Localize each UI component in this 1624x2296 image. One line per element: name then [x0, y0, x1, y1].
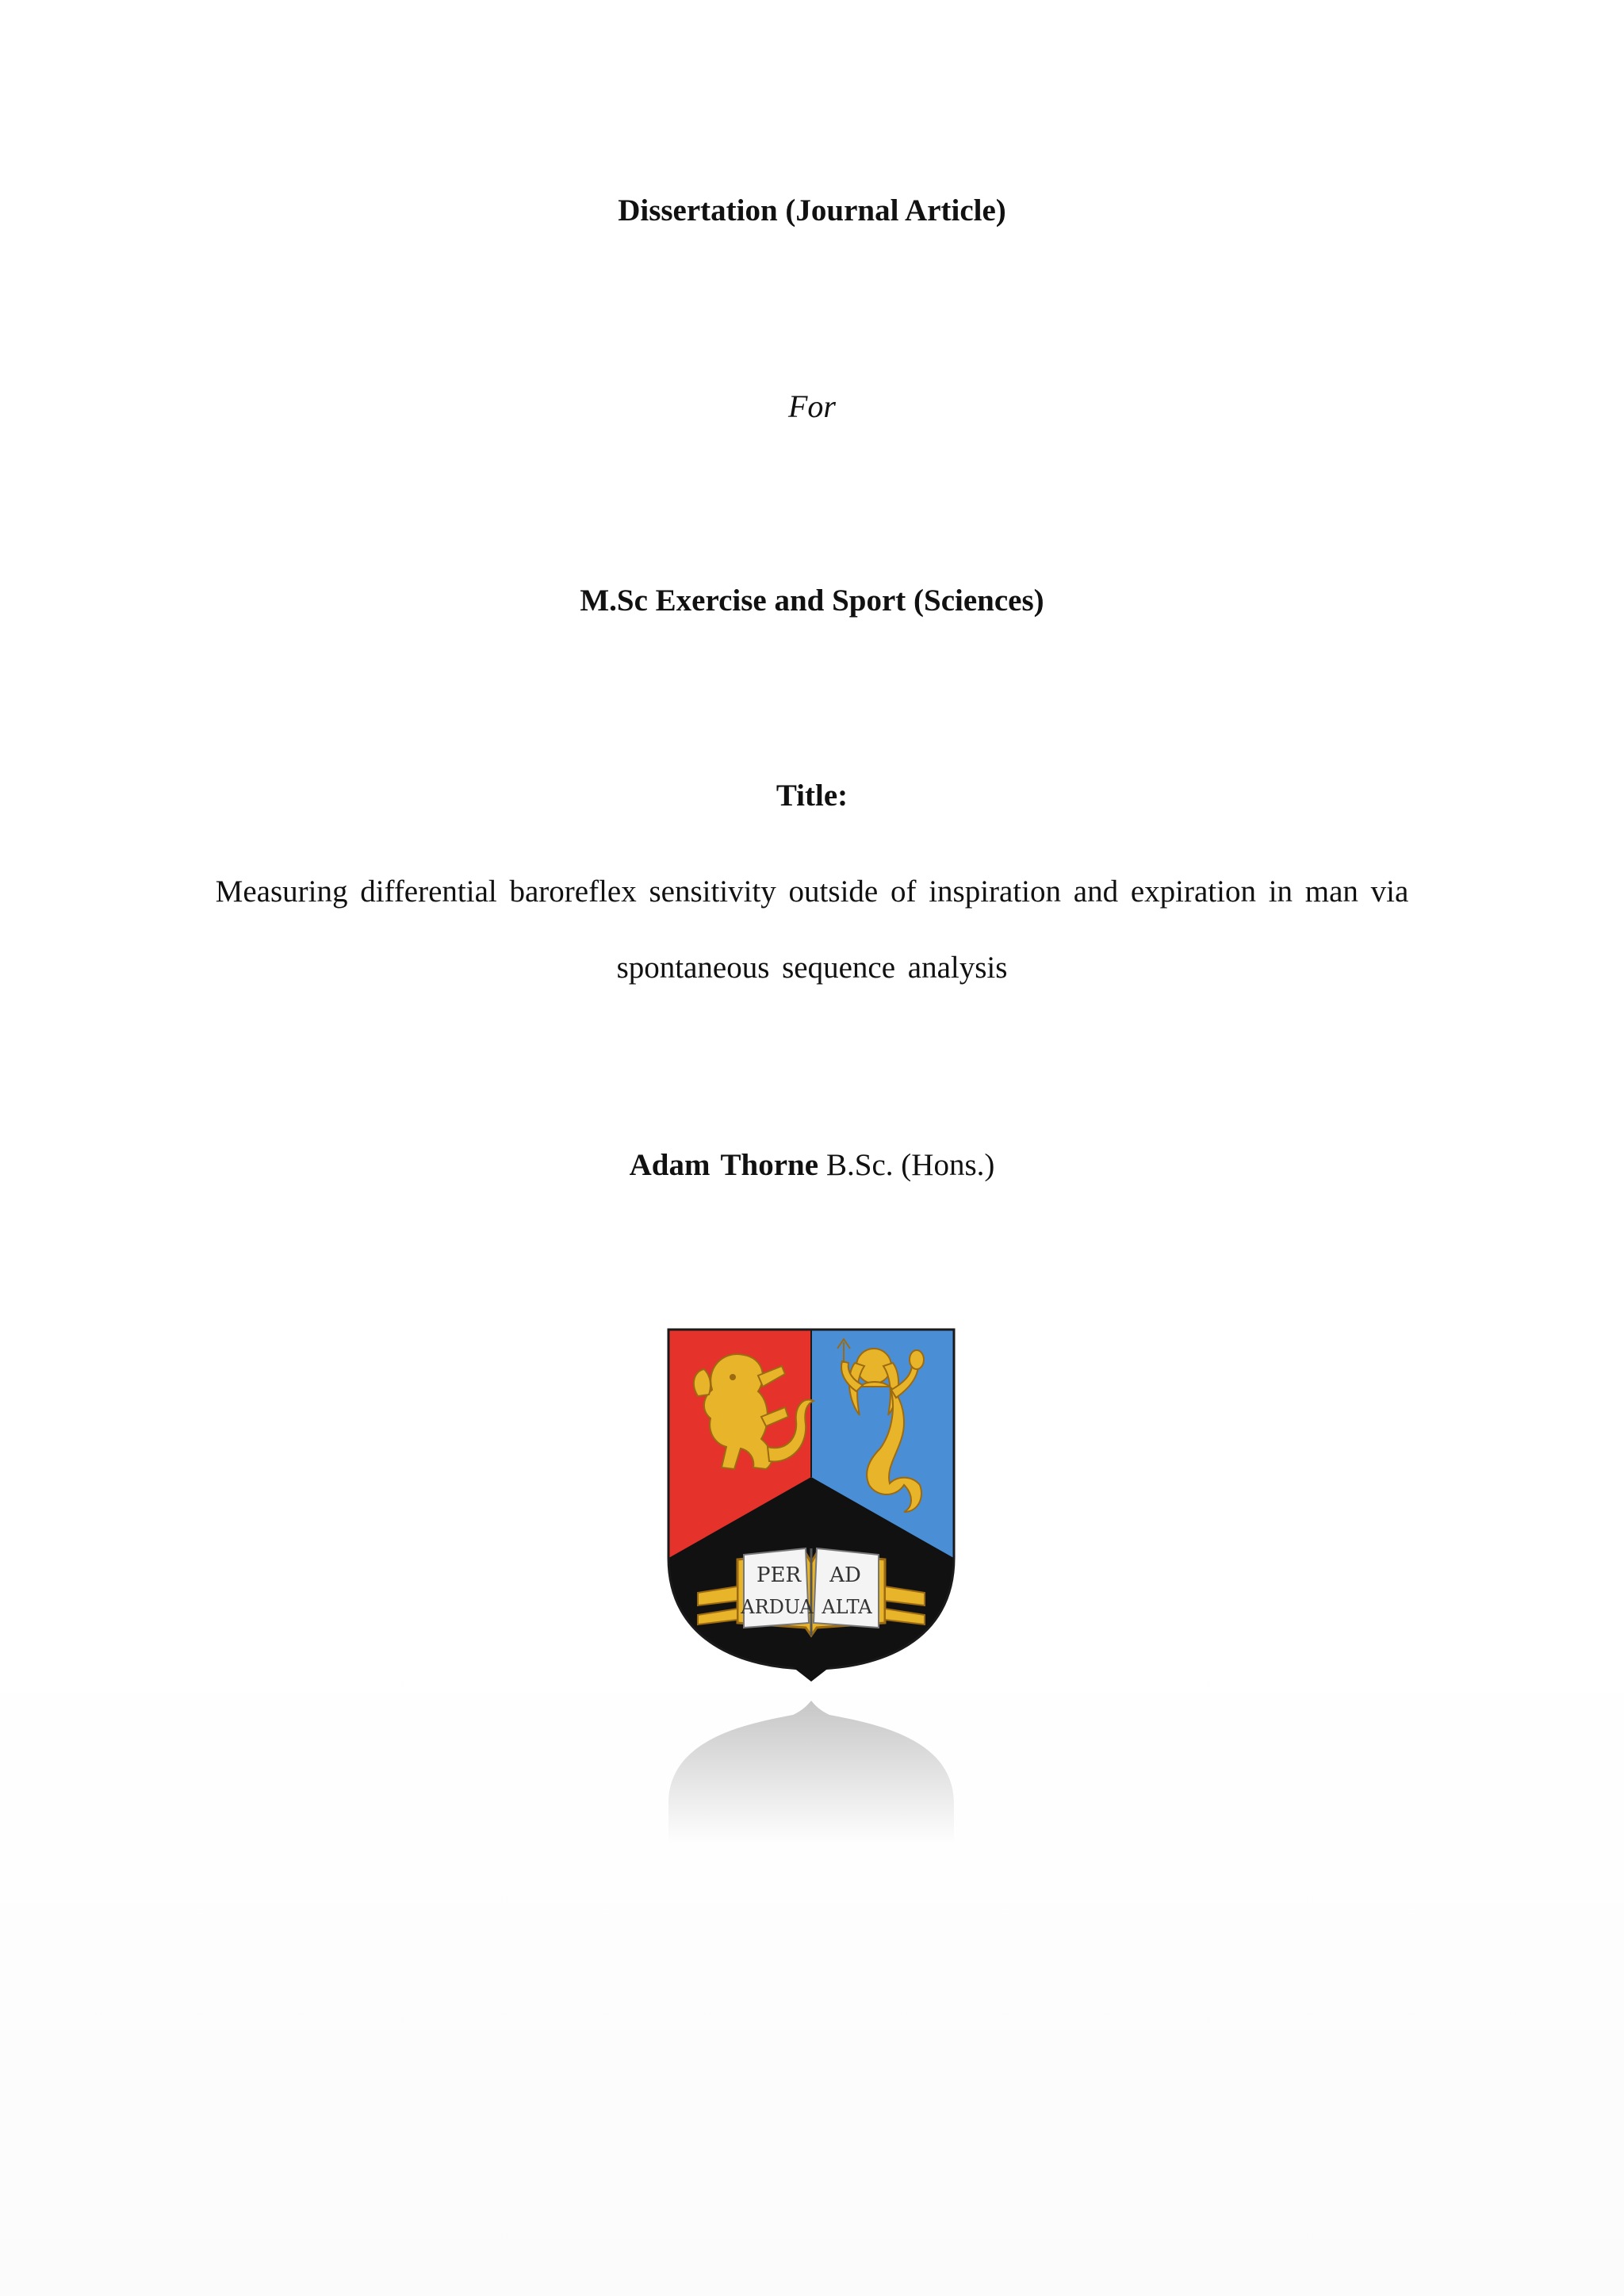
motto-ad: AD [829, 1563, 861, 1587]
crest-reflection [668, 1701, 954, 1843]
author-line [0, 1147, 1624, 1183]
for-line: For [788, 388, 836, 424]
title-text-line-1: Measuring differential baroreflex sensitivity outside of inspiration and expiration in man via [215, 874, 1409, 909]
programme-heading: M.Sc Exercise and Sport (Sciences) [580, 584, 1044, 618]
motto-alta: ALTA [822, 1596, 872, 1618]
motto-per: PER [756, 1563, 802, 1587]
title-text-line-2: spontaneous sequence analysis [616, 951, 1008, 985]
document-type-heading: Dissertation (Journal Article) [618, 193, 1006, 228]
university-crest [666, 1328, 956, 1843]
title-label: Title: [776, 779, 848, 813]
author-name: Adam Thorne [629, 1148, 819, 1182]
crest-logo-icon [666, 1328, 956, 1843]
motto-ardua: ARDUA [741, 1596, 814, 1618]
author-degree: B.Sc. (Hons.) [826, 1148, 995, 1182]
